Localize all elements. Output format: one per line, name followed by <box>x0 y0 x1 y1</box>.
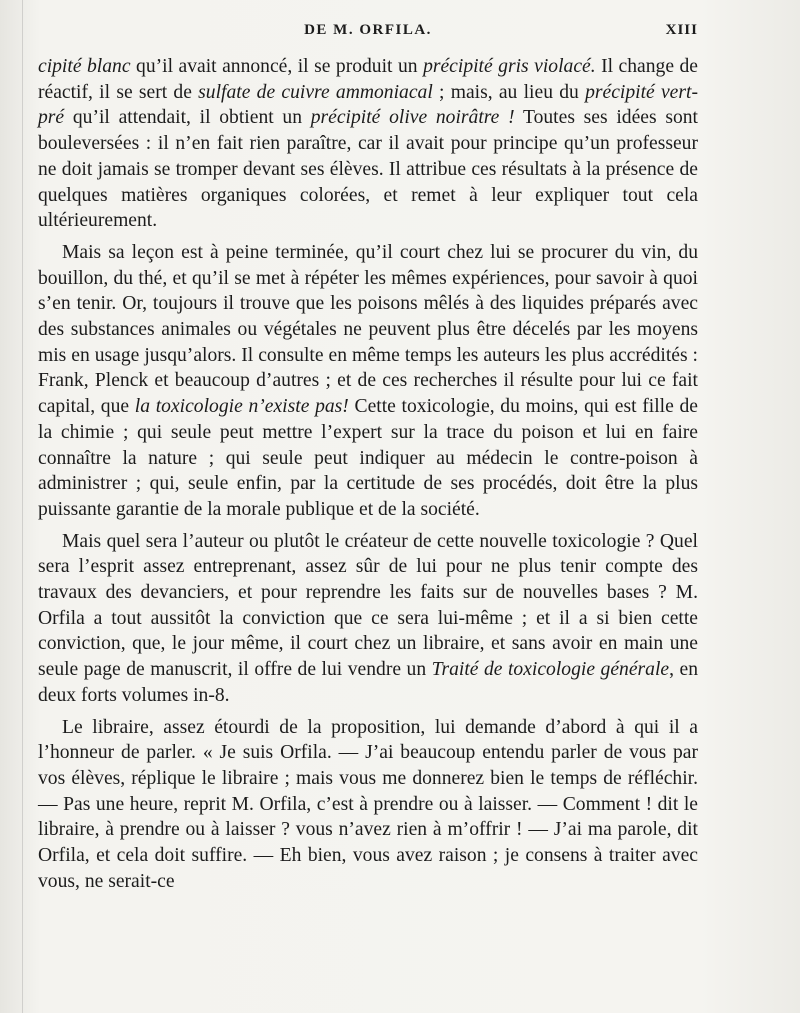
italic-phrase: précipité olive noirâtre ! <box>310 107 515 129</box>
text-run: Il change de réactif, il se sert de <box>38 56 699 103</box>
text-run: qu’il avait annoncé, il se produit un <box>130 56 424 77</box>
italic-phrase: la toxicologie n’existe pas! <box>134 396 349 418</box>
body-text <box>38 54 698 895</box>
italic-phrase: précipité gris violacé. <box>423 56 596 77</box>
italic-phrase: sulfate de cuivre ammoniacal <box>198 81 433 103</box>
italic-phrase: Traité de toxicologie générale <box>431 659 670 681</box>
page-header <box>38 22 698 46</box>
text-run: Cette toxicologie, du moins, qui est fille de la chimie ; qui seule peut mettre l’expert sur la trace du poison et lui en faire connaître la nature ; qui seule peut indiquer au médecin le contre-poison à administrer ; qui, seule enfin, par la certitude de ses procédés, doit être la plus puissante garantie de la morale publique et de la société. <box>38 396 698 520</box>
running-head: DE M. ORFILA. <box>304 22 432 38</box>
text-run: qu’il attendait, il obtient un <box>64 107 311 129</box>
paragraph-1 <box>38 54 698 234</box>
text-run: , en deux forts volumes in-8. <box>38 659 698 706</box>
italic-phrase: précipité vert-pré <box>38 81 698 129</box>
paragraph-2 <box>38 240 698 523</box>
paragraph-3 <box>38 529 698 709</box>
italic-phrase: cipité blanc <box>38 56 131 77</box>
text-run: Mais quel sera l’auteur ou plutôt le créateur de cette nouvelle toxicologie ? Quel sera l’esprit assez entreprenant, assez sûr de lui pour ne plus tenir compte des travaux des devanciers, et pour reprendre les faits sur de nouvelles bases ? M. Orfila a tout aussitôt la conviction que ce sera lui-même ; et il a si bien cette conviction, que, le jour même, il court chez un libraire, et sans avoir en main une seule page de manuscrit, il offre de lui vendre un <box>38 530 698 681</box>
gutter-line <box>22 0 23 1013</box>
text-run: Mais sa leçon est à peine terminée, qu’il court chez lui se procurer du vin, du bouillon, du thé, et qu’il se met à répéter les mêmes expériences, pour savoir à quoi s’en tenir. Or, toujours il trouve que les poisons mêlés à des liquides préparés avec des substances animales ou végétales ne peuvent plus être décelés par les moyens mis en usage jusqu’alors. Il consulte en même temps les auteurs les plus accrédités : Frank, Plenck et beaucoup d’autres ; et de ces recherches il résulte pour lui ce fait capital, que <box>38 241 698 418</box>
text-run: Le libraire, assez étourdi de la proposition, lui demande d’abord à qui il a l’honneur de parler. « Je suis Orfila. — J’ai beaucoup entendu parler de vous par vos élèves, réplique le libraire ; mais vous me donnerez bien le temps de réfléchir. — Pas une heure, reprit M. Orfila, c’est à prendre ou à laisser. — Comment ! dit le libraire, à prendre ou à laisser ? vous n’avez rien à m’offrir ! — J’ai ma parole, dit Orfila, et cela doit suffire. — Eh bien, vous avez raison ; je consens à traiter avec vous, ne serait-ce <box>38 716 698 892</box>
text-run: Toutes ses idées sont bouleversées : il n’en fait rien paraître, car il avait pour principe qu’un professeur ne doit jamais se tromper devant ses élèves. Il attribue ces résultats à la présence de quelques matières organiques colorées, et remet à leur expliquer tout cela ultérieurement. <box>38 107 698 232</box>
page-number: XIII <box>665 22 698 38</box>
text-run: ; mais, au lieu du <box>432 81 586 103</box>
paragraph-4 <box>38 715 698 895</box>
